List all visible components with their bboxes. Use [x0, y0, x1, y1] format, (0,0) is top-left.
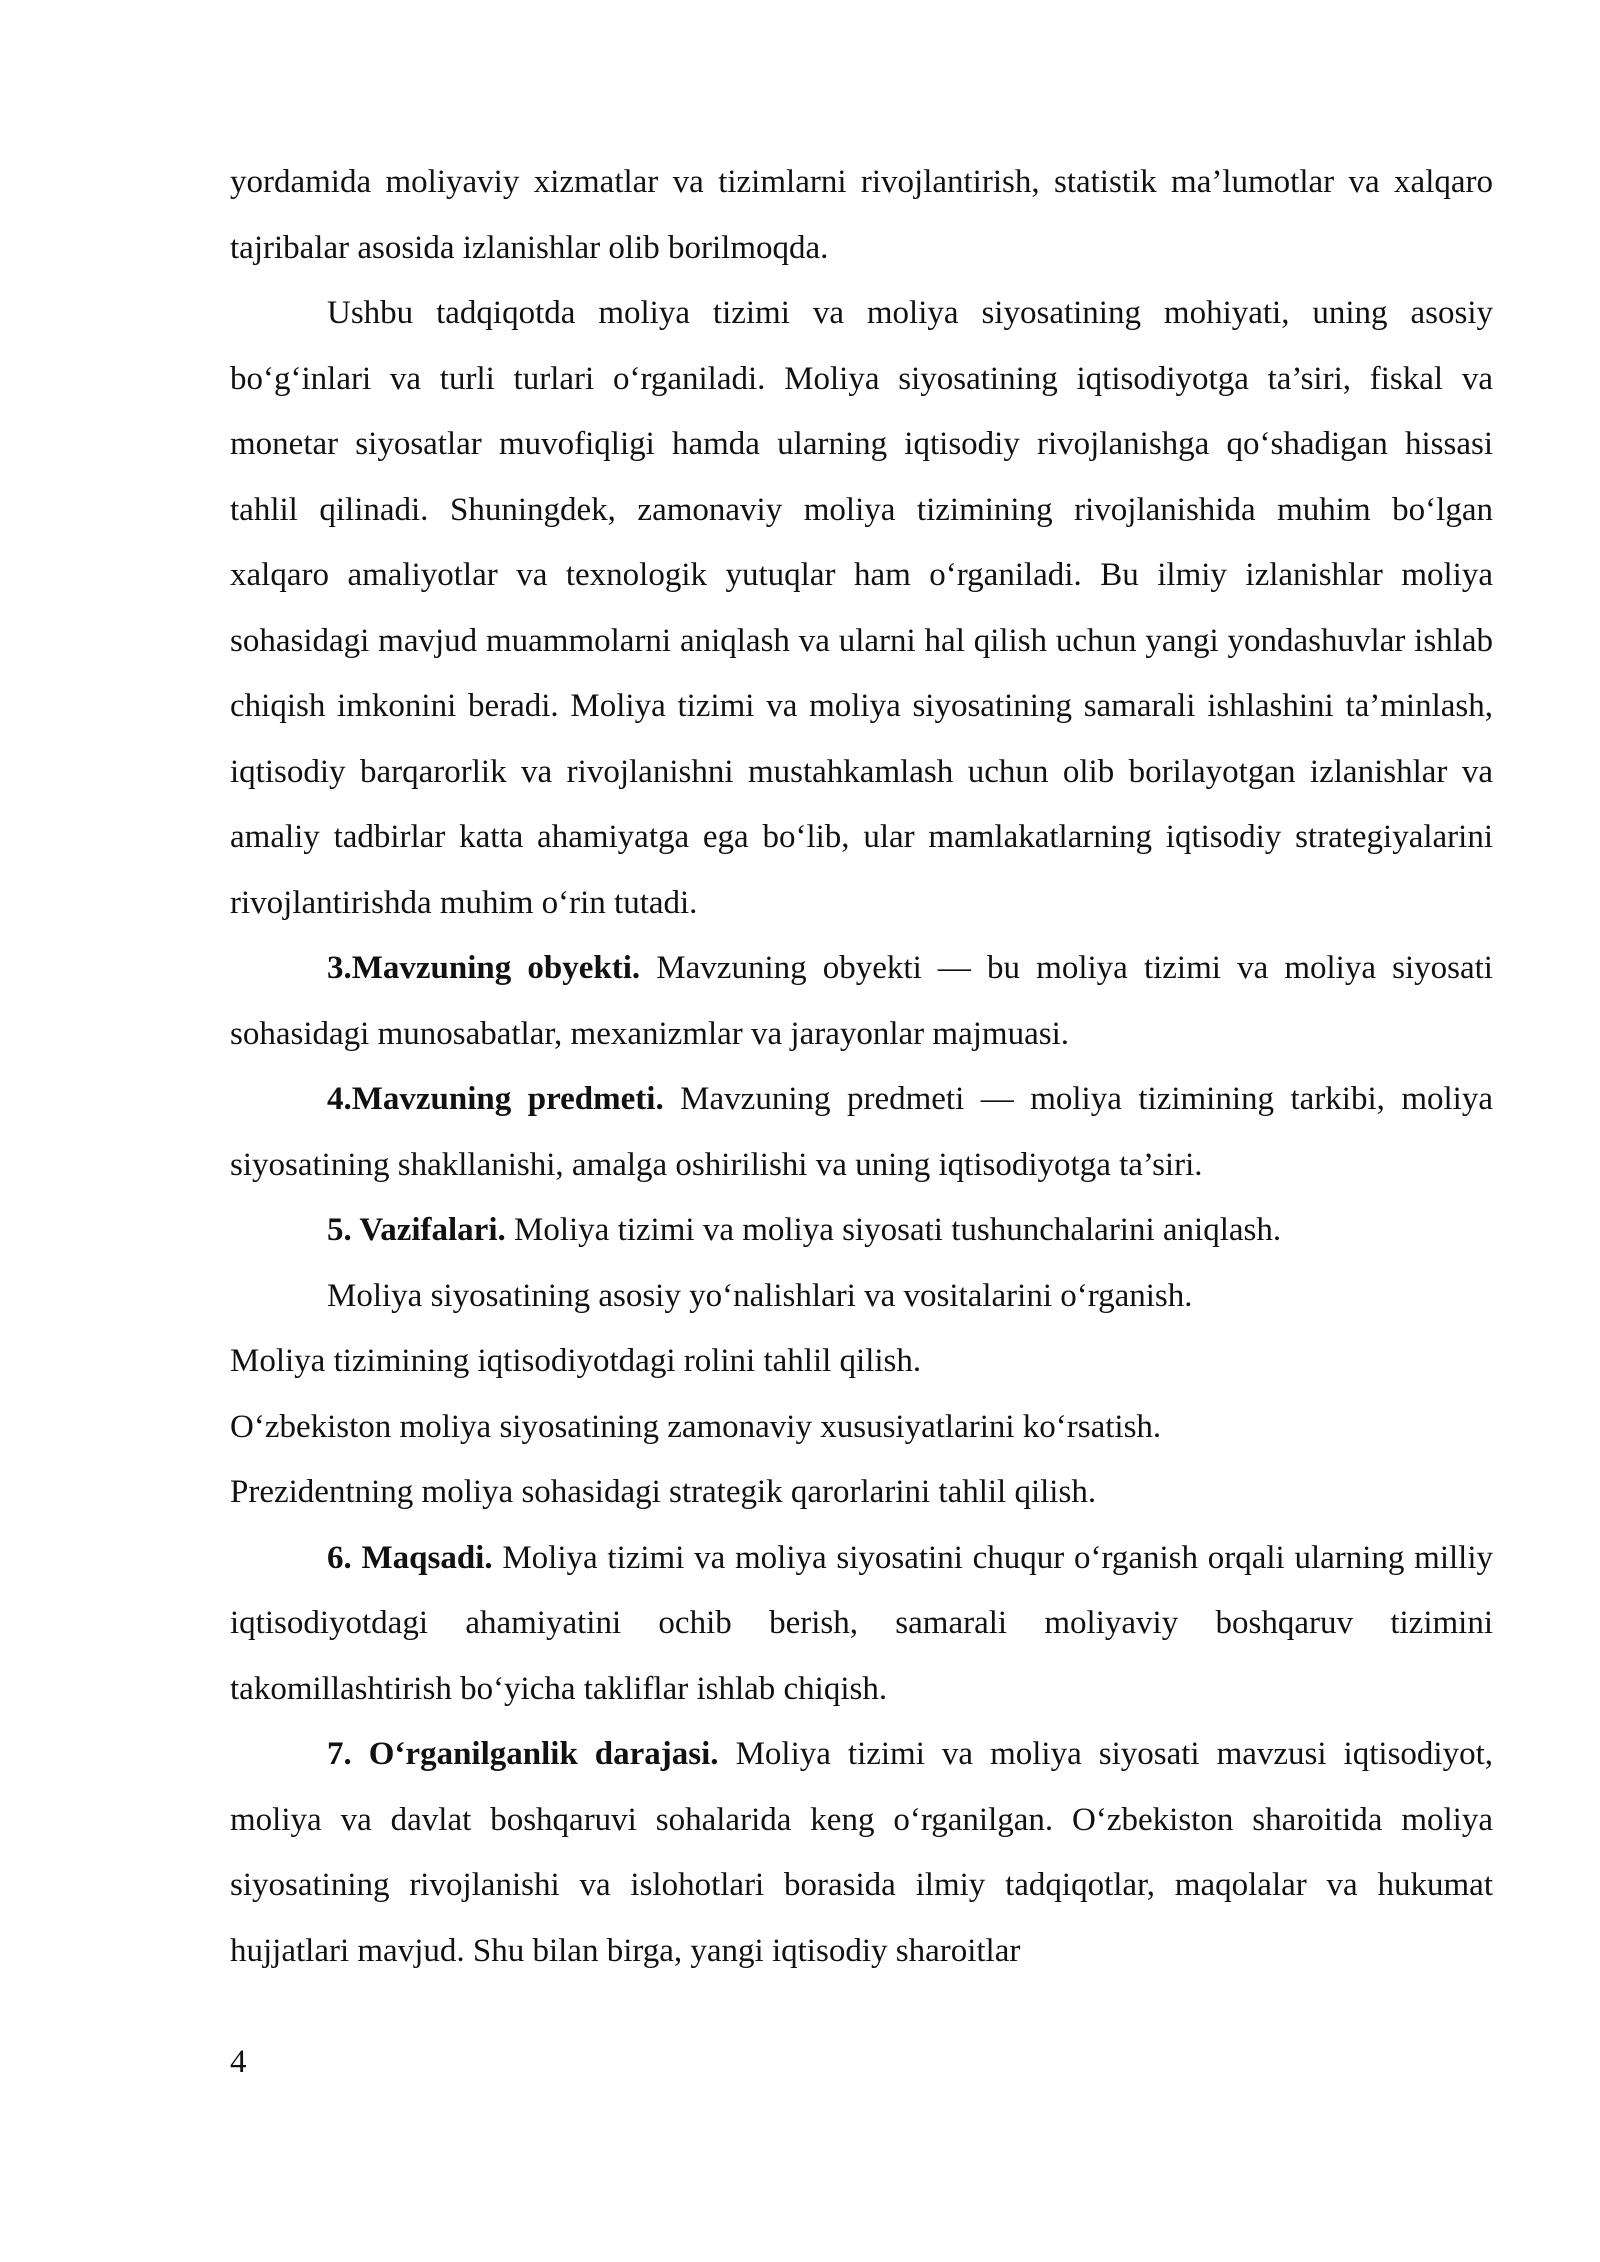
paragraph-text: Moliya tizimi va moliya siyosati mavzusi iqtisodiyot, moliya va davlat boshqaruvi sohalarida keng o‘rganilgan. O‘zbekiston sharoitida moliya siyosatining rivojlanishi va islohotlari borasida ilmiy tadqiqotlar, maqolalar va hukumat hujjatlari mavjud. Shu bilan birga, yangi iqtisodiy sharoitlar — [230, 1736, 1493, 1969]
section-heading: 3.Mavzuning obyekti. — [327, 950, 641, 986]
paragraph-text: Moliya tizimi va moliya siyosatini chuqur o‘rganish orqali ularning milliy iqtisodiyotdagi ahamiyatini ochib berish, samarali moliyaviy boshqaruv tizimini takomillashtirish bo‘yicha takliflar ishlab chiqish. — [230, 1539, 1493, 1707]
paragraph-text: Moliya tizimining iqtisodiyotdagi rolini tahlil qilish. — [230, 1343, 922, 1379]
paragraph-continuation — [230, 150, 1493, 281]
paragraph-object — [230, 936, 1493, 1067]
paragraph-text: Moliya tizimi va moliya siyosati tushunchalarini aniqlash. — [505, 1212, 1282, 1248]
paragraph-text: Mavzuning predmeti — moliya tizimining tarkibi, moliya siyosatining shakllanishi, amalga oshirilishi va uning iqtisodiyotga ta’siri. — [230, 1081, 1493, 1183]
document-body — [230, 150, 1493, 1984]
section-heading: 5. Vazifalari. — [327, 1212, 506, 1248]
paragraph-text: Ushbu tadqiqotda moliya tizimi va moliya siyosatining mohiyati, uning asosiy bo‘g‘inlari va turli turlari o‘rganiladi. Moliya siyosatining iqtisodiyotga ta’siri, fiskal va monetar siyosatlar muvofiqligi hamda ularning iqtisodiy rivojlanishga qo‘shadigan hissasi tahlil qilinadi. Shuningdek, zamonaviy moliya tizimining rivojlanishida muhim bo‘lgan xalqaro amaliyotlar va texnologik yutuqlar ham o‘rganiladi. Bu ilmiy izlanishlar moliya sohasidagi mavjud muammolarni aniqlash va ularni hal qilish uchun yangi yondashuvlar ishlab chiqish imkonini beradi. Moliya tizimi va moliya siyosatining samarali ishlashini ta’minlash, iqtisodiy barqarorlik va rivojlanishni mustahkamlash uchun olib borilayotgan izlanishlar va amaliy tadbirlar katta ahamiyatga ega bo‘lib, ular mamlakatlarning iqtisodiy strategiyalarini rivojlantirishda muhim o‘rin tutadi. — [230, 295, 1493, 921]
section-heading: 6. Maqsadi. — [327, 1539, 493, 1576]
paragraph-degree-of-study — [230, 1722, 1493, 1984]
section-heading: 7. O‘rganilganlik darajasi. — [327, 1736, 719, 1772]
page-number: 4 — [230, 2044, 247, 2080]
task-item — [230, 1264, 1493, 1330]
paragraph-text: Mavzuning obyekti — bu moliya tizimi va moliya siyosati sohasidagi munosabatlar, mexanizmlar va jarayonlar majmuasi. — [230, 950, 1493, 1052]
task-item — [230, 1395, 1493, 1461]
paragraph-research-scope — [230, 281, 1493, 936]
paragraph-text: yordamida moliyaviy xizmatlar va tizimlarni rivojlantirish, statistik ma’lumotlar va xalqaro tajribalar asosida izlanishlar olib borilmoqda. — [230, 164, 1493, 266]
paragraph-text: O‘zbekiston moliya siyosatining zamonaviy xususiyatlarini ko‘rsatish. — [230, 1408, 1162, 1445]
task-item — [230, 1460, 1493, 1526]
paragraph-text: Prezidentning moliya sohasidagi strategik qarorlarini tahlil qilish. — [230, 1474, 1097, 1510]
task-item — [230, 1329, 1493, 1395]
paragraph-subject — [230, 1067, 1493, 1198]
paragraph-tasks — [230, 1198, 1493, 1264]
paragraph-goal — [230, 1526, 1493, 1723]
section-heading: 4.Mavzuning predmeti. — [327, 1081, 664, 1117]
paragraph-text: Moliya siyosatining asosiy yo‘nalishlari va vositalarini o‘rganish. — [327, 1277, 1193, 1314]
